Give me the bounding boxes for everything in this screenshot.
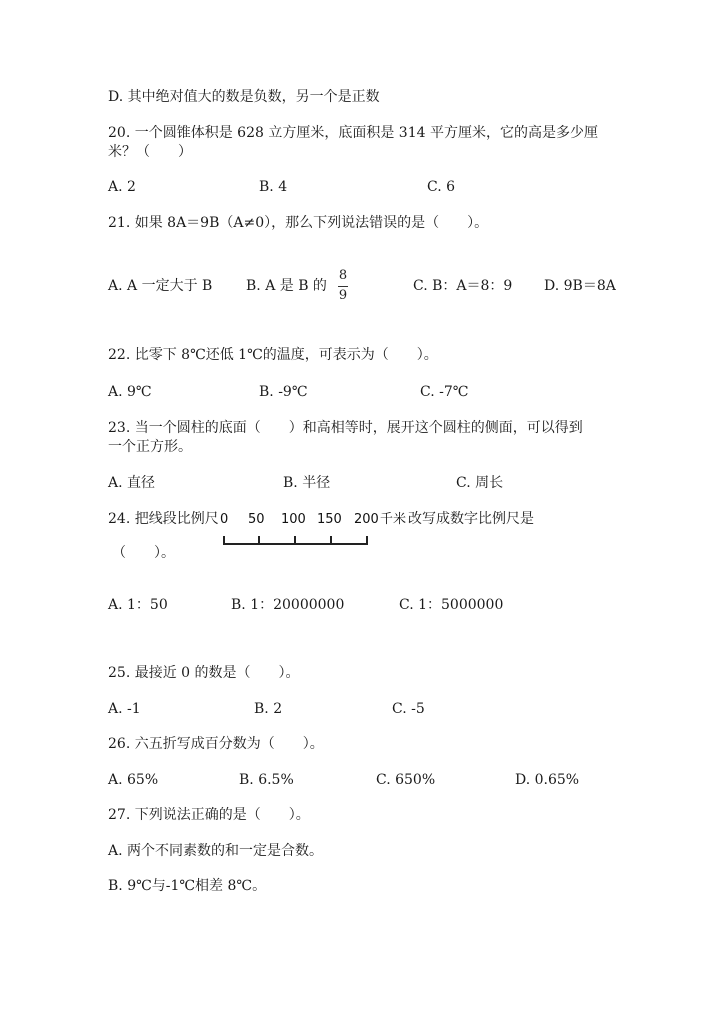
q23-option-b: B. 半径 — [283, 475, 331, 491]
q21-stem: 21. 如果 8A＝9B（A≠0），那么下列说法错误的是（ ）。 — [108, 215, 489, 231]
q26-option-d: D. 0.65% — [515, 772, 580, 788]
q26-option-c: C. 650% — [376, 772, 436, 788]
q22-option-c: C. -7℃ — [420, 384, 469, 400]
q26-stem: 26. 六五折写成百分数为（ ）。 — [108, 736, 324, 752]
q24-option-c: C. 1：5000000 — [399, 597, 504, 613]
q23-option-c: C. 周长 — [456, 475, 504, 491]
scale-tick — [223, 536, 225, 545]
q24-option-a: A. 1：50 — [108, 597, 168, 613]
q21-option-d: D. 9B＝8A — [544, 278, 616, 294]
q25-option-c: C. -5 — [392, 701, 425, 717]
scale-label-0: 0 — [220, 512, 229, 527]
q20-stem-line2: 米？（ ） — [108, 144, 192, 160]
q27-stem: 27. 下列说法正确的是（ ）。 — [108, 807, 310, 823]
q27-option-a: A. 两个不同素数的和一定是合数。 — [108, 843, 324, 859]
q20-stem-line1: 20. 一个圆锥体积是 628 立方厘米，底面积是 314 平方厘米，它的高是多少厘 — [108, 125, 598, 141]
q26-option-a: A. 65% — [108, 772, 159, 788]
scale-tick — [330, 536, 332, 545]
q27-option-b: B. 9℃与-1℃相差 8℃。 — [108, 878, 267, 894]
q21-option-c: C. B：A＝8：9 — [413, 278, 513, 294]
scale-label-50: 50 — [248, 512, 265, 527]
q22-option-b: B. -9℃ — [259, 384, 308, 400]
scale-tick — [294, 536, 296, 545]
q22-stem: 22. 比零下 8℃还低 1℃的温度，可表示为（ ）。 — [108, 347, 438, 363]
q24-stem-before: 24. 把线段比例尺 — [108, 511, 219, 527]
line-segment-scale — [216, 512, 412, 552]
q21-option-a: A. A 一定大于 B — [108, 278, 213, 294]
scale-tick — [366, 536, 368, 545]
q23-stem-line1: 23. 当一个圆柱的底面（ ）和高相等时，展开这个圆柱的侧面，可以得到 — [108, 420, 583, 436]
q21-option-b: B. A 是 B 的 — [246, 278, 327, 294]
q20-option-a: A. 2 — [108, 179, 136, 195]
q24-option-b: B. 1：20000000 — [231, 597, 345, 613]
fraction-denominator: 9 — [338, 288, 348, 303]
q20-option-c: C. 6 — [427, 179, 456, 195]
q23-stem-line2: 一个正方形。 — [108, 439, 192, 455]
scale-label-200: 200 — [354, 512, 379, 527]
q26-option-b: B. 6.5% — [239, 772, 294, 788]
q23-option-a: A. 直径 — [108, 475, 156, 491]
scale-label-150: 150 — [317, 512, 342, 527]
fraction-numerator: 8 — [338, 268, 348, 283]
q21-fraction-8-9 — [333, 269, 353, 303]
scale-unit: 千米 — [380, 512, 407, 527]
q25-option-a: A. -1 — [108, 701, 141, 717]
q25-stem: 25. 最接近 0 的数是（ ）。 — [108, 665, 300, 681]
scale-tick — [258, 536, 260, 545]
q24-stem-line2: （ ）。 — [112, 545, 175, 561]
q24-stem-after: 改写成数字比例尺是 — [408, 511, 534, 527]
q20-option-b: B. 4 — [259, 179, 288, 195]
q22-option-a: A. 9℃ — [108, 384, 152, 400]
q19-option-d: D. 其中绝对值大的数是负数，另一个是正数 — [108, 89, 380, 105]
fraction-bar — [338, 286, 348, 287]
scale-label-100: 100 — [281, 512, 306, 527]
q25-option-b: B. 2 — [254, 701, 283, 717]
